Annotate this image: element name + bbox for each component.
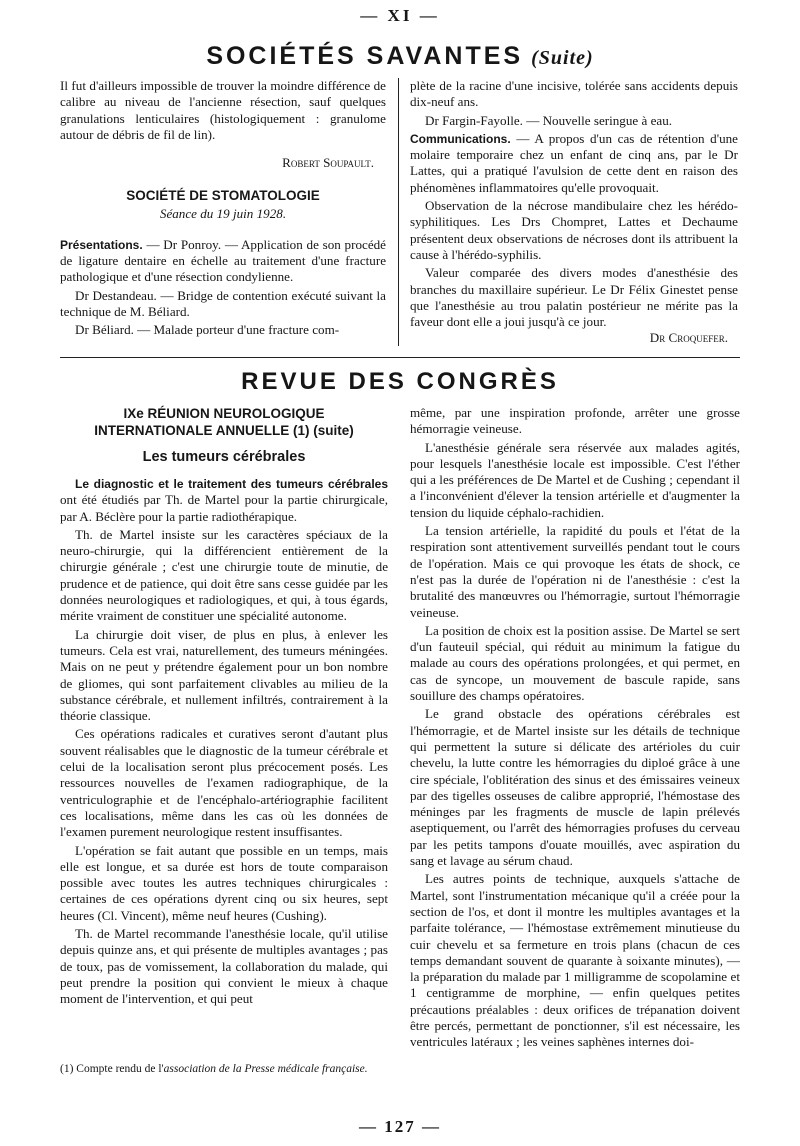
paragraph: La position de choix est la position assise. De Martel se sert d'un fauteuil spécial, qui réduit au minimum la fatigue du malade au cours des opérations prolongées, et qui permet, en cas de syncope, un mouvement de bascule rapide, sans souillure des champs opératoires.: [410, 622, 740, 704]
section-title-text: SOCIÉTÉS SAVANTES: [206, 42, 524, 70]
presentations-label: Présentations.: [60, 237, 143, 252]
paragraph: Dr Fargin-Fayolle. — Nouvelle seringue à eau.: [425, 112, 673, 128]
section-divider: [60, 357, 740, 358]
signature-croquefer: Dr Croquefer.: [649, 330, 728, 346]
article-title: Les tumeurs cérébrales: [142, 449, 306, 465]
footnote-lead: (1) Compte rendu de l': [60, 1063, 164, 1075]
signature-soupault: Robert Soupault.: [282, 155, 374, 171]
paragraph: Valeur comparée des divers modes d'anesthésie des branches du maxillaire supérieur. Le Dr Félix Ginestet pense que l'anesthésie au trou palatin postérieur ne mérite pas la faveur dont elle a joui jusqu'à ce jour.: [410, 265, 738, 330]
paragraph: Dr Destandeau. — Bridge de contention exécuté suivant la technique de M. Béliard.: [60, 287, 386, 319]
society-title: SOCIÉTÉ DE STOMATOLOGIE: [126, 188, 320, 204]
paragraph: La chirurgie doit viser, de plus en plus, à enlever les tumeurs. Cela est vrai, naturellement, des tumeurs méningées. Mais on ne peut y prétendre également pour un bon nombre de gliomes, qui sont parfaitement clivables au milieu de la substance cérébrale, et nullement infiltrés, contrairement à la théorie classique.: [60, 626, 388, 724]
paragraph: Il fut d'ailleurs impossible de trouver la moindre différence de calibre au niveau de l'ancienne résection, sauf quelques granulations lenticulaires (histologiquement : granulome autour de débris de fil de lin).: [60, 78, 386, 142]
paragraph: L'opération se fait autant que possible en un temps, mais elle est longue, et sa durée est hors de toute comparaison possible avec toutes les autres techniques chirurgicales : certaines de ces opérations dyrent cinq ou six heures, sept heures (Cl. Vincent), même neuf heures (Cushing).: [60, 842, 388, 923]
lead-rest: ont été étudiés par Th. de Martel pour la partie chirurgicale, par A. Béclère pour la partie radiothérapique.: [60, 492, 388, 524]
paragraph: Observation de la nécrose mandibulaire chez les hérédo-syphilitiques. Les Drs Chompret, Lattes et Dechaume présentent deux observations de nécroses dont ils attribuent la cause à l'hérédo-syphilis.: [410, 198, 738, 262]
top-left-column: [60, 78, 386, 339]
top-right-column: [410, 78, 738, 347]
lead-bold: Le diagnostic et le traitement des tumeurs cérébrales: [75, 477, 388, 491]
paragraph: même, par une inspiration profonde, arrêter une grosse hémorragie veineuse.: [410, 405, 740, 437]
session-date: Séance du 19 juin 1928.: [159, 206, 287, 222]
column-divider: [398, 78, 399, 346]
communications-paragraph: [410, 131, 738, 196]
page-header: — XI —: [360, 6, 440, 25]
page-number: — 127 —: [359, 1117, 441, 1136]
paragraph: Th. de Martel insiste sur les caractères spéciaux de la neuro-chirurgie, qui la différencient entièrement de la chirurgie générale ; c'est une chirurgie toute de minutie, de prudence et de patience, qui doit être sans cesse guidée par les données neurologiques et radiologiques, et qui, à tous égards, mérite vraiment de constituer une spécialité autonome.: [60, 526, 388, 624]
presentations-paragraph: [60, 237, 386, 286]
presentations-text: — Dr Ponroy. — Application de son procédé de ligature dentaire en échelle au traitement d'une fracture pathologique et d'une résection condylienne.: [60, 236, 386, 285]
section-title: [0, 42, 800, 71]
lead-paragraph: [60, 476, 388, 525]
footnote-italic: association de la Presse médicale française.: [163, 1063, 368, 1075]
bottom-right-column: [410, 405, 740, 1051]
section-title-suffix: (Suite): [531, 47, 594, 69]
bottom-left-column: [60, 405, 388, 1008]
paragraph: Le grand obstacle des opérations cérébrales est l'hémorragie, et de Martel insiste sur les détails de technique qui permettent la suture si délicate des artérioles du cuir chevelu, la lutte contre les hémorragies du diploé grâce à une cire spéciale, l'oblitération des sinus et des émissaires veineux par des tigelles osseuses de calibre approprié, l'hémostase des méninges par les fragments de muscle de lapin prélevés aseptiquement, ou l'arrêt des hémorragies profuses du cerveau par les petits tampons d'ouate mouillés, avec aspiration du sang et lavage au sérum chaud.: [410, 706, 740, 869]
paragraph: La tension artérielle, la rapidité du pouls et l'état de la respiration sont attentivement surveillés pendant tout le cours de l'opération. Mais ce qui provoque les états de shock, ce n'est pas la durée de l'opération ni de l'anesthésie : c'est la brutalité des manœuvres ou l'hémorragie, surtout l'hémorragie veineuse.: [410, 523, 740, 620]
communications-text: — A propos d'un cas de rétention d'une molaire temporaire chez un enfant de cinq ans, par le Dr Lattes, qui a pratiqué l'avulsion de cette dent en raison des phénomènes inflammatoires qu'elle provoquait.: [410, 130, 738, 195]
paragraph: L'anesthésie générale sera réservée aux malades agités, pour lesquels l'anesthésie locale est impossible. C'est l'éther qui a les préférences de De Martel et de Cushing ; cependant il a l'inconvénient d'élever la tension artérielle et d'augmenter la tension du liquide céphalo-rachidien.: [410, 439, 740, 520]
paragraph: Les autres points de technique, auxquels s'attache de Martel, sont l'instrumentation mécanique qu'il a créée pour la section de l'os, et dont il montre les multiples avantages et la parfaite tolérance, — l'hémostase extrêmement minutieuse du cuir chevelu et sa fermeture en trois plans (chacun de ces temps demandant souvent de quarante à soixante minutes), — la préparation du malade par 1 milligramme de scopolamine et 1 centigramme de morphine, — enfin quelques petites précautions préalables : deux orifices de trépanation doivent être percés, permettant de ponctionner, s'il est nécessaire, les ventricules latéraux ; les veines saphènes internes doi-: [410, 871, 740, 1050]
congress-title: REVUE DES CONGRÈS: [241, 368, 559, 395]
communications-label: Communications.: [410, 131, 511, 146]
paragraph: Dr Béliard. — Malade porteur d'une fracture com-: [75, 322, 340, 338]
paragraph: Ces opérations radicales et curatives seront d'autant plus souvent réalisables que le diagnostic de la tumeur cérébrale et celui de la localisation seront plus précocement posés. Les ressources nouvelles de l'examen radiographique, de la ventriculographie et de l'encéphalo-artériographie facilitent ces localisations, même dans les cas où les données de l'examen purement neurologique restent insuffisantes.: [60, 726, 388, 840]
footnote: [60, 1062, 388, 1076]
paragraph: plète de la racine d'une incisive, tolérée sans accidents depuis dix-neuf ans.: [410, 78, 738, 110]
meeting-title: IXe RÉUNION NEUROLOGIQUE INTERNATIONALE ANNUELLE (1) (suite): [94, 406, 354, 438]
paragraph: Th. de Martel recommande l'anesthésie locale, qu'il utilise depuis quinze ans, et qui présente de multiples avantages ; pas de toux, pas de vomissement, la collaboration du malade, qui peut prendre la position qui convient le mieux à chaque moment de l'intervention, et qui peut: [60, 926, 388, 1007]
